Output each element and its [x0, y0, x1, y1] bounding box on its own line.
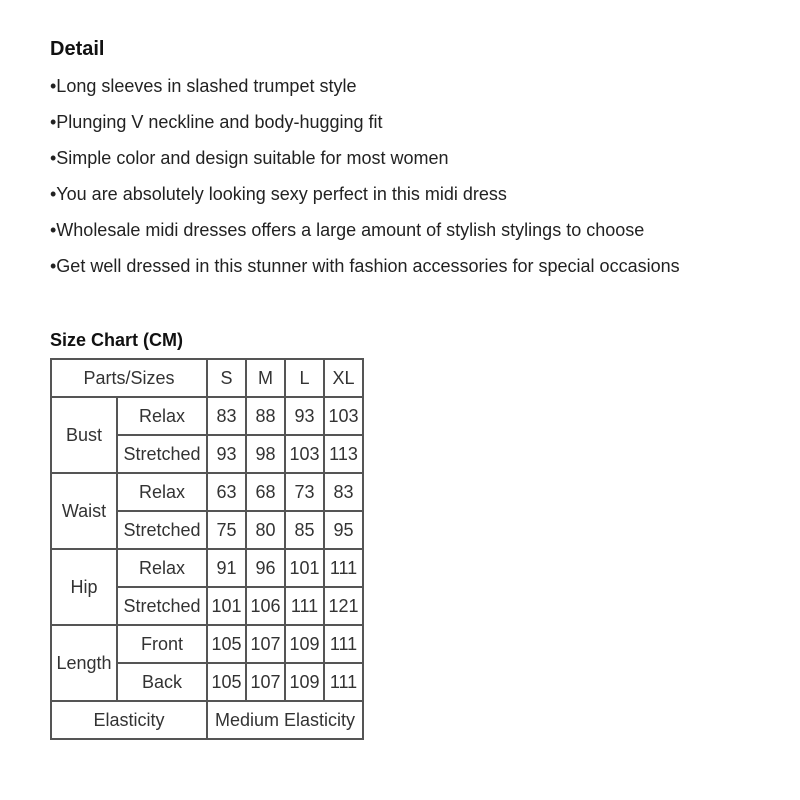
part-waist: Waist	[51, 473, 117, 549]
size-header-s: S	[207, 359, 246, 397]
measure-label: Relax	[117, 549, 207, 587]
detail-heading: Detail	[50, 38, 105, 60]
table-row-length-front	[51, 625, 363, 663]
table-cell: 93	[285, 397, 324, 435]
detail-item: •Simple color and design suitable for most women	[50, 148, 449, 168]
table-cell: 121	[324, 587, 363, 625]
detail-item: •Long sleeves in slashed trumpet style	[50, 76, 357, 96]
detail-section	[50, 36, 790, 284]
table-row-waist-relax	[51, 473, 363, 511]
table-cell: 63	[207, 473, 246, 511]
table-cell: 113	[324, 435, 363, 473]
table-row-hip-relax	[51, 549, 363, 587]
table-cell: 101	[207, 587, 246, 625]
part-bust: Bust	[51, 397, 117, 473]
table-cell: 103	[324, 397, 363, 435]
table-cell: 73	[285, 473, 324, 511]
size-chart-table	[50, 358, 364, 740]
table-cell: 109	[285, 663, 324, 701]
table-cell: 111	[324, 625, 363, 663]
table-cell: 107	[246, 625, 285, 663]
table-cell: 83	[324, 473, 363, 511]
detail-item: •You are absolutely looking sexy perfect in this midi dress	[50, 184, 507, 204]
table-cell: 83	[207, 397, 246, 435]
size-header-l: L	[285, 359, 324, 397]
table-cell: 101	[285, 549, 324, 587]
size-header-xl: XL	[324, 359, 363, 397]
table-cell: 85	[285, 511, 324, 549]
table-cell: 93	[207, 435, 246, 473]
elasticity-value: Medium Elasticity	[207, 701, 363, 739]
table-cell: 105	[207, 625, 246, 663]
elasticity-label: Elasticity	[51, 701, 207, 739]
measure-label: Relax	[117, 473, 207, 511]
size-header-m: M	[246, 359, 285, 397]
part-length: Length	[51, 625, 117, 701]
table-cell: 111	[324, 663, 363, 701]
measure-label: Front	[117, 625, 207, 663]
table-cell: 96	[246, 549, 285, 587]
parts-sizes-header: Parts/Sizes	[51, 359, 207, 397]
table-cell: 80	[246, 511, 285, 549]
detail-item: •Get well dressed in this stunner with fashion accessories for special occasions	[50, 256, 680, 276]
detail-list	[50, 68, 790, 284]
table-row-bust-relax	[51, 397, 363, 435]
measure-label: Stretched	[117, 511, 207, 549]
table-cell: 105	[207, 663, 246, 701]
measure-label: Stretched	[117, 435, 207, 473]
table-cell: 111	[285, 587, 324, 625]
table-cell: 91	[207, 549, 246, 587]
detail-item: •Wholesale midi dresses offers a large amount of stylish stylings to choose	[50, 220, 645, 240]
table-cell: 98	[246, 435, 285, 473]
table-cell: 111	[324, 549, 363, 587]
part-hip: Hip	[51, 549, 117, 625]
table-cell: 88	[246, 397, 285, 435]
table-cell: 68	[246, 473, 285, 511]
size-chart-heading: Size Chart (CM)	[50, 330, 184, 350]
table-cell: 109	[285, 625, 324, 663]
measure-label: Back	[117, 663, 207, 701]
table-cell: 95	[324, 511, 363, 549]
table-cell: 106	[246, 587, 285, 625]
table-row-elasticity	[51, 701, 363, 739]
measure-label: Relax	[117, 397, 207, 435]
table-cell: 75	[207, 511, 246, 549]
measure-label: Stretched	[117, 587, 207, 625]
size-chart-section	[50, 327, 364, 740]
detail-item: •Plunging V neckline and body-hugging fit	[50, 112, 383, 132]
table-header-row	[51, 359, 363, 397]
table-cell: 107	[246, 663, 285, 701]
table-cell: 103	[285, 435, 324, 473]
